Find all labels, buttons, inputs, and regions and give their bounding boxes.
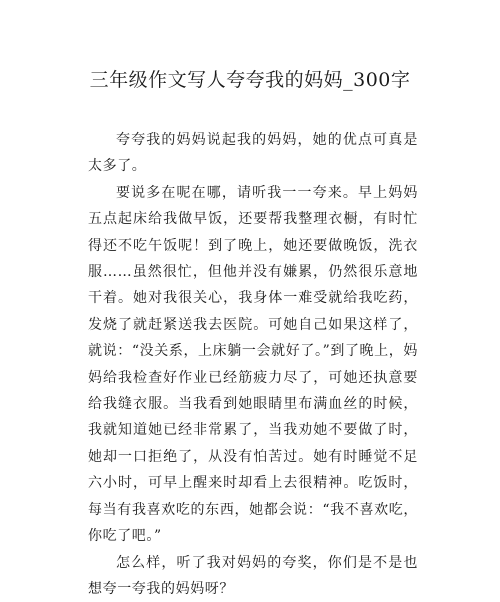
article-body (88, 127, 418, 602)
paragraph-intro: 夸夸我的妈妈说起我的妈妈，她的优点可真是太多了。 (88, 127, 418, 180)
paragraph-main: 要说多在呢在哪，请听我一一夸来。早上妈妈五点起床给我做早饭，还要帮我整理衣橱，有时忙得还不吃午饭呢！到了晚上，她还要做晚饭，洗衣服……虽然很忙，但他并没有嫌累，仍然很乐意地干着。她对我很关心，我身体一难受就给我吃药，发烧了就赶紧送我去医院。可她自己如果这样了，就说：“没关系，上床躺一会就好了。”到了晚上，妈妈给我检查好作业已经筋疲力尽了，可她还执意要给我缝衣服。当我看到她眼睛里布满血丝的时候，我就知道她已经非常累了，当我劝她不要做了时，她却一口拒绝了，从没有怕苦过。她有时睡觉不足六小时，可早上醒来时却看上去很精神。吃饭时，每当有我喜欢吃的东西，她都会说：“我不喜欢吃，你吃了吧。” (88, 180, 418, 550)
document-title: 三年级作文写人夸夸我的妈妈_300字 (0, 66, 500, 94)
paragraph-closing: 怎么样，听了我对妈妈的夸奖，你们是不是也想夸一夸我的妈妈呀？ (88, 550, 418, 602)
